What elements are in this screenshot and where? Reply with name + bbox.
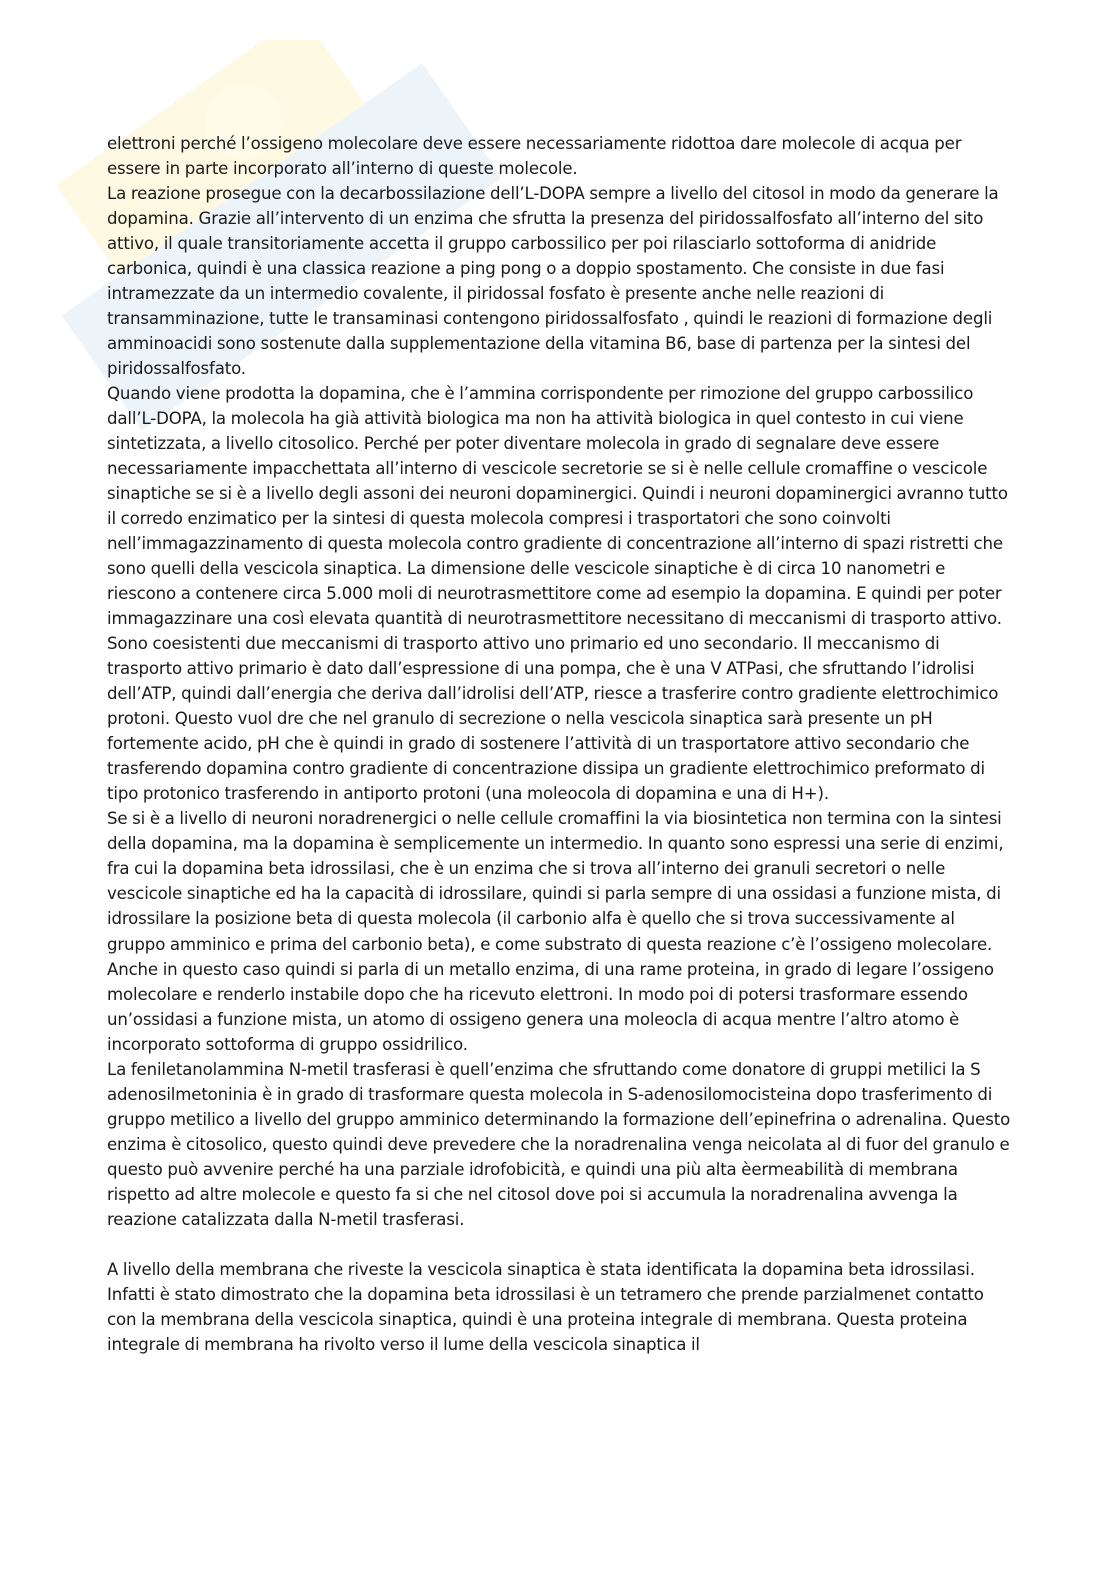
paragraph-5: La feniletanolammina N-metil trasferasi è quell’enzima che sfruttando come donatore di gruppi metilici la S adenosilmetoninia è in grado di trasformare questa molecola in S-adenosilomocisteina dopo trasferimento di gruppo metilico a livello del gruppo amminico determinando la formazione dell’epinefrina o adrenalina. Questo enzima è citosolico, questo quindi deve prevedere che la noradrenalina venga neicolata al di fuor del granulo e questo può avvenire perché ha una parziale idrofobicità, e quindi una più alta èermeabilità di membrana rispetto ad altre molecole e questo fa si che nel citosol dove poi si accumula la noradrenalina avvenga la reazione catalizzata dalla N-metil trasferasi. <box>107 1059 1011 1229</box>
paragraph-4: Se si è a livello di neuroni noradrenergici o nelle cellule cromaffini la via biosintetica non termina con la sintesi della dopamina, ma la dopamina è semplicemente un intermedio. In quanto sono espressi una serie di enzimi, fra cui la dopamina beta idrossilasi, che è un enzima che si trova all’interno dei granuli secretori o nelle vescicole sinaptiche ed ha la capacità di idrossilare, quindi si parla sempre di una ossidasi a funzione mista, di idrossilare la posizione beta di questa molecola (il carbonio alfa è quello che si trova successivamente al gruppo amminico e prima del carbonio beta), e come substrato di questa reazione c’è l’ossigeno molecolare. Anche in questo caso quindi si parla di un metallo enzima, di una rame proteina, in grado di legare l’ossigeno molecolare e renderlo instabile dopo che ha ricevuto elettroni. In modo poi di potersi trasformare essendo un’ossidasi a funzione mista, un atomo di ossigeno genera una moleocla di acqua mentre l’altro atomo è incorporato sottoforma di gruppo ossidrilico. <box>107 809 1004 1054</box>
paragraph-6: A livello della membrana che riveste la vescicola sinaptica è stata identificata la dopamina beta idrossilasi. Infatti è stato dimostrato che la dopamina beta idrossilasi è un tetramero che prende parzialmenet contatto con la membrana della vescicola sinaptica, quindi è una proteina integrale di membrana. Questa proteina integrale di membrana ha rivolto verso il lume della vescicola sinaptica il <box>107 1259 984 1354</box>
document-body <box>107 131 1012 1357</box>
paragraph-3: Quando viene prodotta la dopamina, che è l’ammina corrispondente per rimozione del gruppo carbossilico dall’L-DOPA, la molecola ha già attività biologica ma non ha attività biologica in quel contesto in cui viene sintetizzata, a livello citosolico. Perché per poter diventare molecola in grado di segnalare deve essere necessariamente impacchettata all’interno di vescicole secretorie se si è nelle cellule cromaffine o vescicole sinaptiche se si è a livello degli assoni dei neuroni dopaminergici. Quindi i neuroni dopaminergici avranno tutto il corredo enzimatico per la sintesi di questa molecola compresi i trasportatori che sono coinvolti nell’immagazzinamento di questa molecola contro gradiente di concentrazione all’interno di spazi ristretti che sono quelli della vescicola sinaptica. La dimensione delle vescicole sinaptiche è di circa 10 nanometri e riescono a contenere circa 5.000 moli di neurotrasmettitore come ad esempio la dopamina. E quindi per poter immagazzinare una così elevata quantità di neurotrasmettitore necessitano di meccanismi di trasporto attivo. Sono coesistenti due meccanismi di trasporto attivo uno primario ed uno secondario. Il meccanismo di trasporto attivo primario è dato dall’espressione di una pompa, che è una V ATPasi, che sfruttando l’idrolisi dell’ATP, quindi dall’energia che deriva dall’idrolisi dell’ATP, riesce a trasferire contro gradiente elettrochimico protoni. Questo vuol dre che nel granulo di secrezione o nella vescicola sinaptica sarà presente un pH fortemente acido, pH che è quindi in grado di sostenere l’attività di un trasportatore attivo secondario che trasferendo dopamina contro gradiente di concentrazione dissipa un gradiente elettrochimico preformato di tipo protonico trasferendo in antiporto protoni (una moleocola di dopamina e una di H+). <box>107 384 1008 804</box>
paragraph-1: elettroni perché l’ossigeno molecolare deve essere necessariamente ridottoa dare molecole di acqua per essere in parte incorporato all’interno di queste molecole. <box>107 134 962 179</box>
paragraph-2: La reazione prosegue con la decarbossilazione dell’L-DOPA sempre a livello del citosol in modo da generare la dopamina. Grazie all’intervento di un enzima che sfrutta la presenza del piridossalfosfato all’interno del sito attivo, il quale transitoriamente accetta il gruppo carbossilico per poi rilasciarlo sottoforma di anidride carbonica, quindi è una classica reazione a ping pong o a doppio spostamento. Che consiste in due fasi intramezzate da un intermedio covalente, il piridossal fosfato è presente anche nelle reazioni di transamminazione, tutte le transaminasi contengono piridossalfosfato , quindi le reazioni di formazione degli amminoacidi sono sostenute dalla supplementazione della vitamina B6, base di partenza per la sintesi del piridossalfosfato. <box>107 184 999 379</box>
